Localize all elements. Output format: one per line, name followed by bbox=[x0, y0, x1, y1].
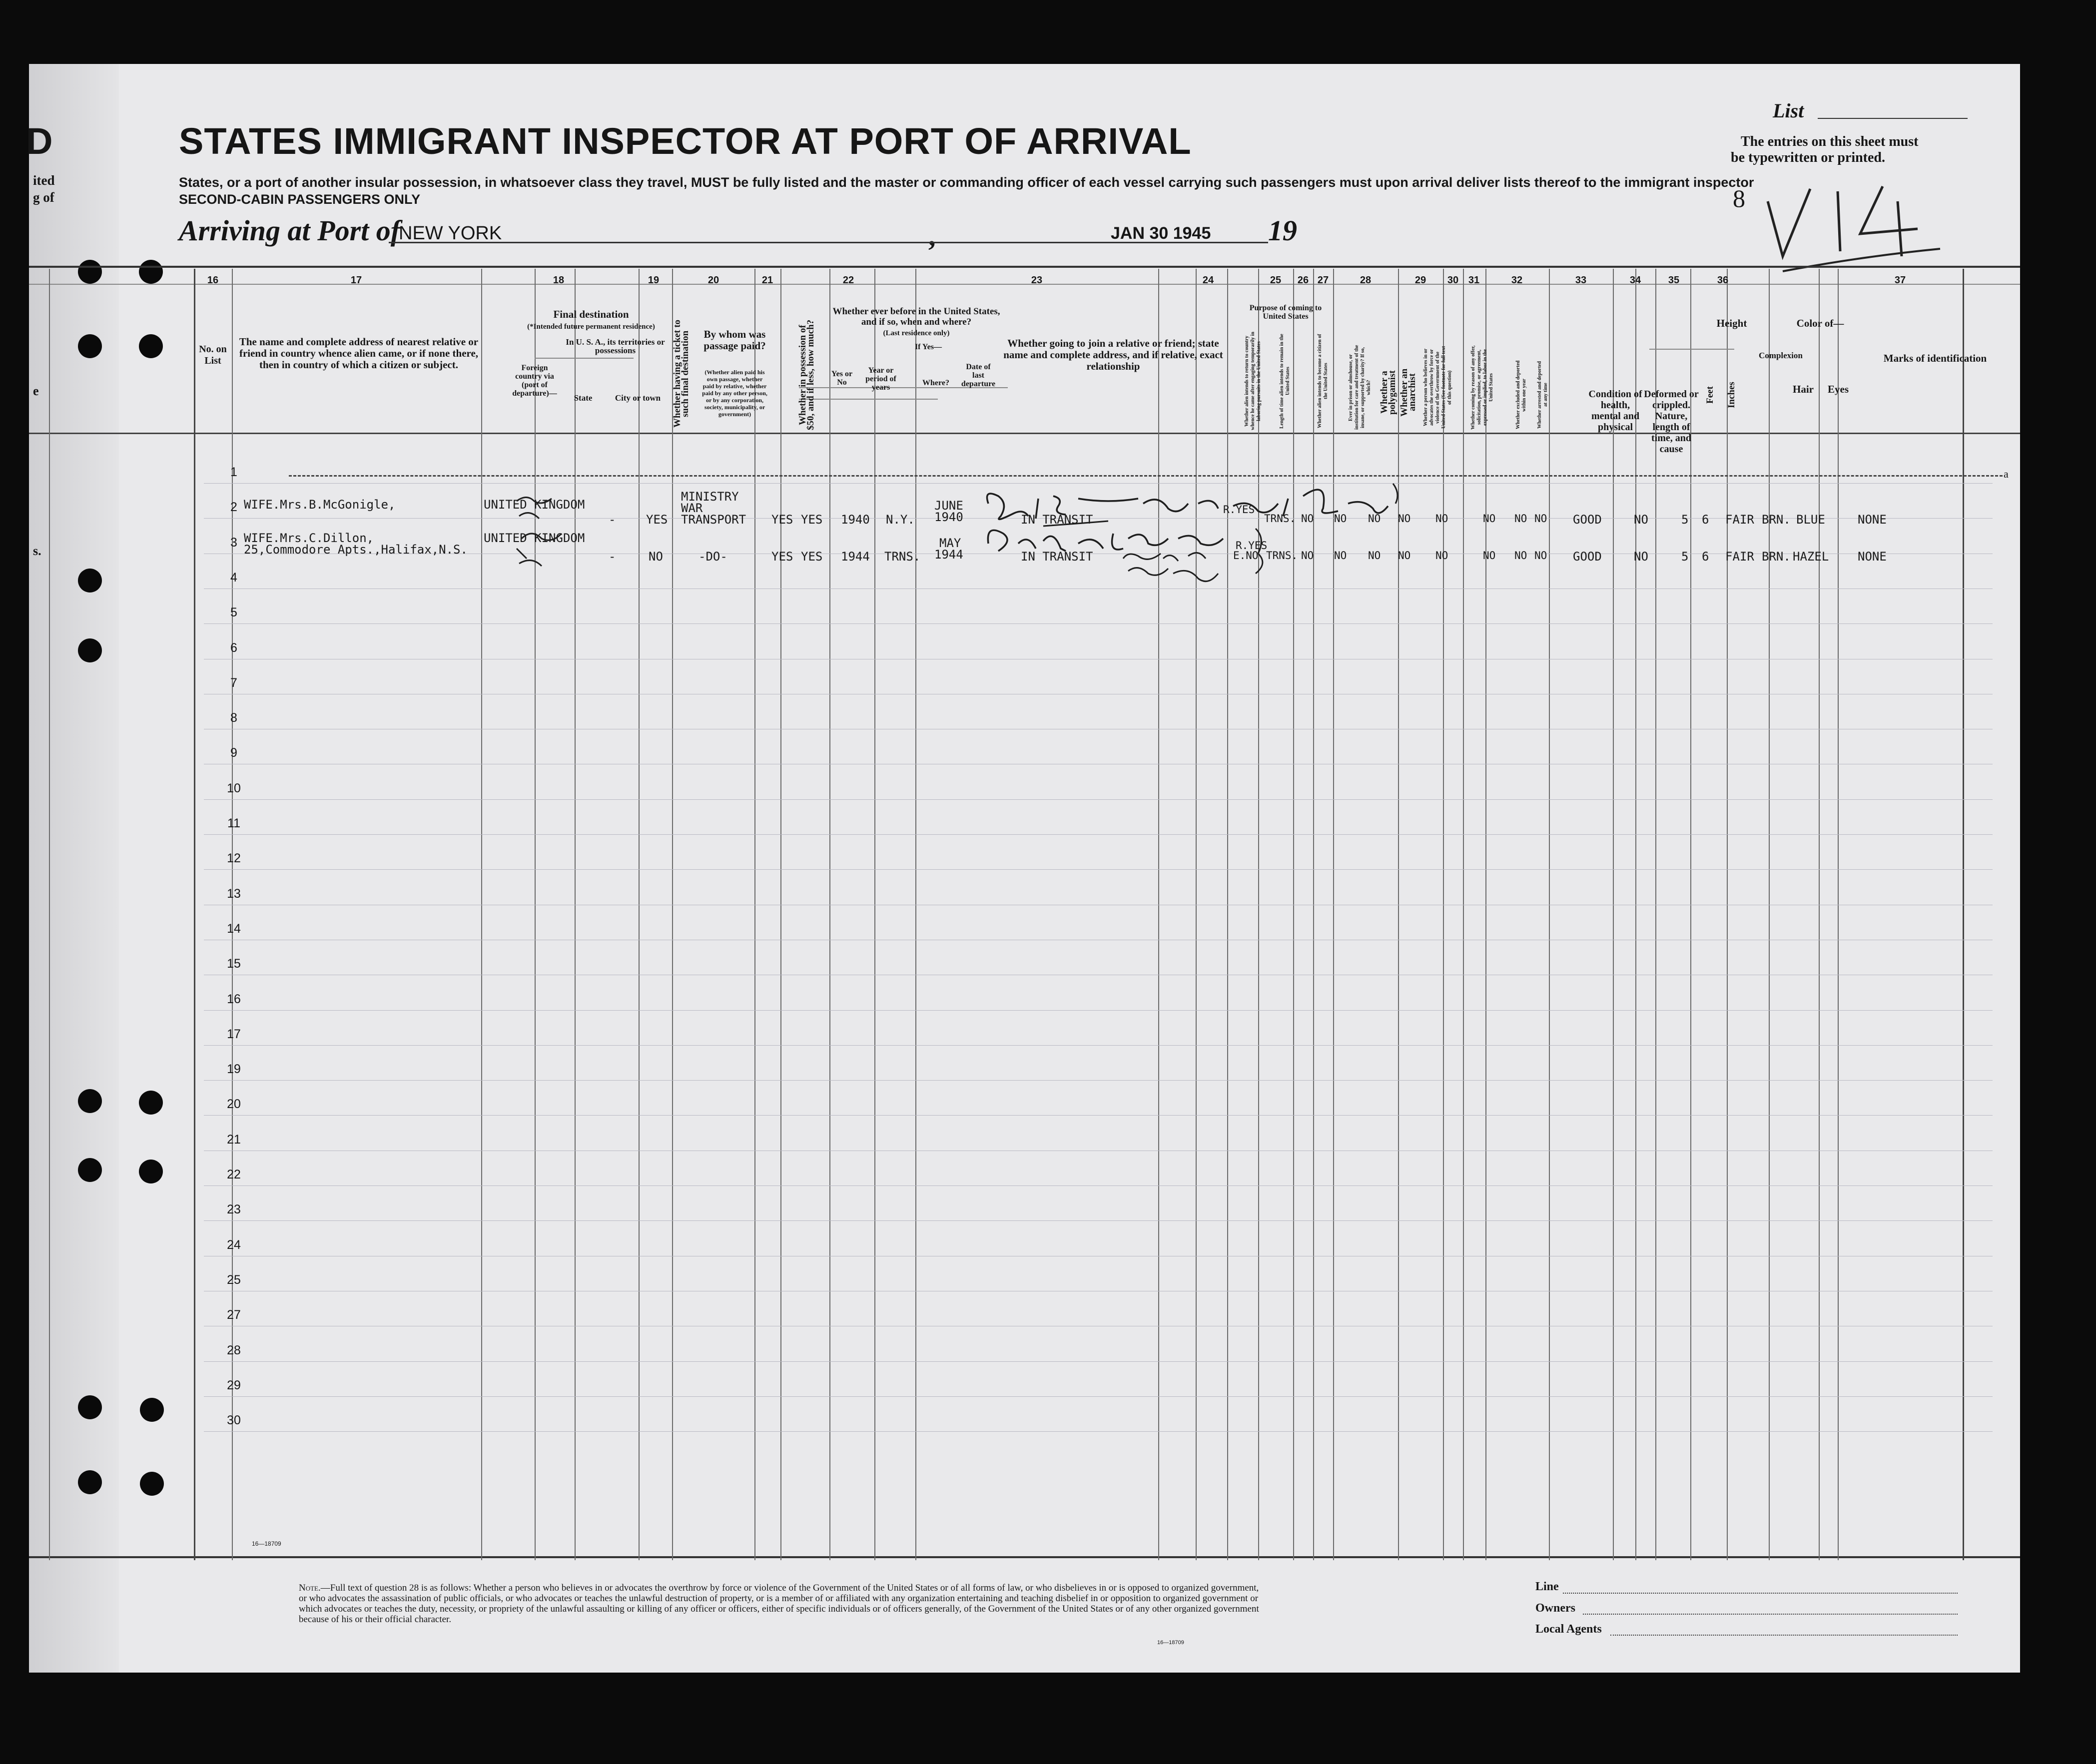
header-where: Where? bbox=[922, 379, 949, 387]
column-divider bbox=[1463, 269, 1464, 1560]
entry-2-relative: WIFE.Mrs.B.McGonigle, bbox=[244, 498, 396, 512]
header-purpose: Purpose of coming to United States bbox=[1249, 304, 1322, 321]
row-number: 22 bbox=[227, 1168, 241, 1181]
header-deformed: Deformed or crippled. Nature, length of time, and cause bbox=[1644, 389, 1699, 455]
column-number: 20 bbox=[707, 275, 719, 286]
row-1-marker: a bbox=[2004, 468, 2009, 480]
footnote-code: 16—18709 bbox=[1157, 1640, 1184, 1646]
row-rule bbox=[204, 799, 1993, 800]
header-yes-no: Yes or No bbox=[831, 370, 853, 387]
entry-2-complexion: FAIR bbox=[1725, 513, 1754, 527]
column-divider bbox=[1963, 269, 1964, 1560]
row-number: 30 bbox=[227, 1413, 241, 1428]
entry-3-overthrow: NO bbox=[1435, 550, 1448, 562]
entry-2-deported: NO bbox=[1534, 513, 1547, 525]
handwritten-annotation bbox=[978, 469, 1458, 653]
header-state: State bbox=[574, 393, 593, 403]
column-number: 19 bbox=[648, 275, 660, 286]
row-rule bbox=[204, 1431, 1993, 1432]
row-number: 4 bbox=[230, 570, 237, 585]
entry-2-deformed: NO bbox=[1634, 513, 1648, 527]
passenger-class-text: SECOND-CABIN PASSENGERS ONLY bbox=[179, 192, 421, 207]
sheet-number: 8 bbox=[1733, 184, 1745, 212]
entry-2-eyes: BLUE bbox=[1796, 513, 1825, 527]
page-title: STATES IMMIGRANT INSPECTOR AT PORT OF ARRIVAL bbox=[179, 120, 1192, 162]
date-underline bbox=[928, 242, 1268, 243]
instructions-text: States, or a port of another insular possession, in whatsoever class they travel, MUST be fully listed and the master or commanding officer of each vessel carrying such passengers must upon arrival deliver lists thereof to the immigrant inspector bbox=[179, 175, 1754, 190]
entry-3-before-in-us: YES bbox=[801, 550, 823, 564]
header-bottom-border bbox=[29, 433, 2020, 434]
entry-3-has-50: YES bbox=[771, 550, 793, 564]
punch-hole bbox=[140, 1398, 164, 1422]
entry-2-inches: 6 bbox=[1702, 513, 1709, 527]
entry-2-departure-year: 1940 bbox=[934, 510, 963, 524]
row-number: 27 bbox=[227, 1308, 241, 1322]
row-number: 28 bbox=[227, 1343, 241, 1357]
column-divider bbox=[915, 269, 916, 1560]
entry-3-purpose-citizen: NO bbox=[1301, 550, 1314, 562]
entry-2-passage-2: WAR bbox=[681, 501, 703, 515]
entry-2-departure-month: JUNE bbox=[934, 499, 963, 513]
header-inches: Inches bbox=[1726, 382, 1737, 408]
list-underline bbox=[1818, 118, 1968, 119]
header-departure-date: Date of last departure bbox=[961, 363, 996, 388]
header-usa: In U. S. A., its territories or possessions bbox=[566, 337, 665, 355]
row-number: 14 bbox=[227, 921, 241, 936]
entry-2-purpose-length: TRNS. bbox=[1264, 513, 1296, 525]
table-bottom-border bbox=[29, 1556, 2020, 1558]
column-number: 27 bbox=[1317, 275, 1329, 286]
row-number: 5 bbox=[230, 605, 237, 620]
row-number: 25 bbox=[227, 1272, 241, 1287]
header-year: Year or period of years bbox=[865, 366, 896, 392]
row-number: 21 bbox=[227, 1132, 241, 1147]
column-number: 36 bbox=[1717, 275, 1729, 286]
row-number: 11 bbox=[227, 816, 240, 830]
row-number: 12 bbox=[227, 851, 241, 866]
column-divider bbox=[1613, 269, 1614, 1560]
entry-2-where: N.Y. bbox=[886, 513, 915, 527]
punch-hole bbox=[139, 1091, 163, 1115]
column-number: 24 bbox=[1202, 275, 1214, 286]
subheader-divider bbox=[535, 358, 634, 359]
entry-2-feet: 5 bbox=[1681, 513, 1689, 527]
row-number: 13 bbox=[227, 886, 241, 901]
header-ticket: Whether having a ticket to such final destination bbox=[672, 319, 691, 428]
column-number: 30 bbox=[1447, 275, 1459, 286]
header-marks: Marks of identification bbox=[1883, 352, 1987, 364]
column-divider bbox=[1196, 269, 1197, 1560]
header-fifty-dollars: Whether in possession of $50, and if less, how much? bbox=[797, 319, 816, 431]
entry-3-prison: NO bbox=[1334, 550, 1347, 562]
row-rule bbox=[204, 1045, 1993, 1046]
header-passage-paid-note: (Whether alien paid his own passage, whether paid by relative, whether paid by any other person, or by any corporation, society, municipality, or government) bbox=[702, 369, 767, 418]
column-number: 22 bbox=[842, 275, 854, 286]
header-overthrow: Whether a person who believes in or advocates the overthrow by force or violence of the Government of the United States (See footnote for full text of this question) bbox=[1423, 346, 1452, 429]
column-divider bbox=[232, 269, 233, 1560]
row-rule bbox=[204, 1010, 1993, 1011]
header-relative-address: The name and complete address of nearest relative or friend in country whence alien came, or if none there, then in country of which a citizen or subject. bbox=[239, 336, 479, 371]
entry-3-joining: IN TRANSIT bbox=[1021, 550, 1093, 564]
row-number: 3 bbox=[230, 535, 237, 550]
row-rule bbox=[204, 1220, 1993, 1221]
column-number: 25 bbox=[1270, 275, 1282, 286]
column-number: 16 bbox=[207, 275, 219, 286]
column-number: 32 bbox=[1511, 275, 1523, 286]
punch-hole bbox=[78, 638, 102, 662]
header-before-in-us-note: (Last residence only) bbox=[883, 329, 950, 337]
header-polygamist: Whether a polygamist bbox=[1379, 370, 1397, 415]
row-number: 29 bbox=[227, 1378, 241, 1392]
agents-field[interactable] bbox=[1610, 1635, 1958, 1636]
entry-3-year: 1944 bbox=[841, 550, 870, 564]
header-prison: Ever in prison or almshouse, or institution for care and treatment of the insane, or supported by charity? If so, which? bbox=[1348, 345, 1372, 430]
header-deported: Whether arrested and deported at any time bbox=[1537, 361, 1548, 429]
column-number: 18 bbox=[553, 275, 565, 286]
entry-3-excluded: NO bbox=[1514, 550, 1527, 562]
column-divider bbox=[1293, 269, 1294, 1560]
header-city: City or town bbox=[615, 393, 661, 403]
entries-note: The entries on this sheet must bbox=[1741, 134, 1919, 149]
entry-3-relative: WIFE.Mrs.C.Dillon, bbox=[244, 531, 374, 545]
column-number: 35 bbox=[1668, 275, 1680, 286]
entry-3-anarchist: NO bbox=[1398, 550, 1411, 562]
column-number: 37 bbox=[1894, 275, 1906, 286]
row-number: 1 bbox=[230, 465, 237, 479]
entry-3-relative-address: 25,Commodore Apts.,Halifax,N.S. bbox=[244, 543, 468, 557]
entries-note: be typewritten or printed. bbox=[1731, 150, 1885, 165]
entry-3-inches: 6 bbox=[1702, 550, 1709, 564]
header-before-in-us: Whether ever before in the United States, and if so, when and where? bbox=[832, 306, 1000, 327]
line-field[interactable] bbox=[1563, 1593, 1958, 1594]
column-number: 33 bbox=[1575, 275, 1587, 286]
row-number: 19 bbox=[227, 1062, 241, 1077]
entry-3-polygamist: NO bbox=[1368, 550, 1381, 562]
column-number: 28 bbox=[1360, 275, 1372, 286]
sheet-binding-edge bbox=[29, 64, 119, 1673]
column-divider bbox=[535, 269, 536, 1560]
row-number: 9 bbox=[230, 746, 237, 760]
entry-3-purpose-length: E.NO bbox=[1233, 550, 1259, 562]
punch-hole bbox=[139, 1160, 163, 1183]
entry-3-foreign-country: UNITED KINGDOM bbox=[484, 531, 585, 545]
column-divider bbox=[1398, 269, 1399, 1560]
form-code: 16—18709 bbox=[252, 1540, 281, 1547]
entry-2-health: GOOD bbox=[1573, 513, 1602, 527]
header-labor-offer: Whether coming by reason of any offer, solicitation, promise, or agreement, expressed or implied, to labor in the United States bbox=[1470, 345, 1494, 430]
column-number: 23 bbox=[1031, 275, 1043, 286]
entry-3-hair: BRN. bbox=[1762, 550, 1791, 564]
entry-3-feet: 5 bbox=[1681, 550, 1689, 564]
agents-label: Local Agents bbox=[1535, 1623, 1602, 1636]
left-fragment-text: ited bbox=[33, 173, 55, 188]
row-number: 2 bbox=[230, 500, 237, 515]
column-number: 21 bbox=[761, 275, 773, 286]
row-number: 23 bbox=[227, 1202, 241, 1217]
footnote-text: —Full text of question 28 is as follows: Whether a person who believes in or advocates the overthrow by force or violence of the Government of the United States or of all forms of law, or who disbelieves in or is opposed to organized government, or who advocates the assassination of public officials, or who advocates or teaches the unlawful destruction of property, or is a member of or affiliated with any organization entertaining and teaching disbelief in or opposition to organized government or which advocates or teaches the duty, necessity, or propriety of the unlawful assaulting or killing of any officer or officers, either of specific individuals or of officers generally, of the Government of the United States or of any other organized government because of his or their official character. bbox=[299, 1583, 1259, 1625]
header-hair: Hair bbox=[1793, 383, 1814, 395]
header-purpose-citizen: Whether alien intends to become a citizen of the United States bbox=[1317, 334, 1329, 429]
punch-hole bbox=[78, 260, 102, 284]
manifest-sheet bbox=[26, 64, 2020, 1673]
column-divider bbox=[1158, 269, 1159, 1560]
punch-hole bbox=[78, 1470, 102, 1494]
entry-3-passage: -DO- bbox=[699, 550, 727, 564]
entry-2-state: - bbox=[609, 513, 616, 527]
row-rule bbox=[204, 1080, 1993, 1081]
row-number: 15 bbox=[227, 957, 241, 971]
subheader-divider bbox=[1649, 349, 1734, 350]
entry-2-ticket: YES bbox=[646, 513, 668, 527]
column-divider bbox=[1443, 269, 1444, 1560]
entry-2-polygamist: NO bbox=[1368, 513, 1381, 525]
entry-3-eyes: HAZEL bbox=[1793, 550, 1829, 564]
entry-2-marks: NONE bbox=[1858, 513, 1887, 527]
entry-2-prison: NO bbox=[1334, 513, 1347, 525]
entry-3-marks: NONE bbox=[1858, 550, 1887, 564]
entry-3-labor-offer: NO bbox=[1483, 550, 1496, 562]
header-feet: Feet bbox=[1705, 386, 1715, 404]
owners-field[interactable] bbox=[1583, 1614, 1958, 1615]
column-number: 34 bbox=[1629, 275, 1641, 286]
table-top-border bbox=[29, 266, 2020, 268]
handwritten-list-number bbox=[1763, 181, 1943, 276]
entry-2-has-50: YES bbox=[771, 513, 793, 527]
punch-hole bbox=[139, 260, 163, 284]
row-rule bbox=[204, 1361, 1993, 1362]
entry-3-health: GOOD bbox=[1573, 550, 1602, 564]
row-number: 6 bbox=[230, 640, 237, 655]
handwritten-ditto-marks bbox=[512, 489, 577, 584]
column-divider bbox=[1313, 269, 1314, 1560]
footnote-question-28 bbox=[299, 1583, 1263, 1625]
footnote-label: Note. bbox=[299, 1583, 321, 1593]
punch-hole bbox=[78, 569, 102, 592]
entry-2-excluded: NO bbox=[1514, 513, 1527, 525]
row-rule bbox=[204, 834, 1993, 835]
column-divider bbox=[49, 269, 50, 1560]
row-rule bbox=[204, 1396, 1993, 1397]
column-divider bbox=[829, 269, 830, 1560]
row-rule bbox=[204, 1185, 1993, 1186]
entry-2-overthrow: NO bbox=[1435, 513, 1448, 525]
row-number: 7 bbox=[230, 675, 237, 690]
header-if-yes: If Yes— bbox=[914, 343, 942, 351]
row-rule bbox=[204, 1115, 1993, 1116]
entry-2-passage-1: MINISTRY bbox=[681, 490, 739, 504]
entry-2-passage-3: TRANSPORT bbox=[681, 513, 746, 527]
header-passage-paid: By whom was passage paid? bbox=[703, 328, 766, 352]
column-divider bbox=[1258, 269, 1259, 1560]
column-divider bbox=[780, 269, 781, 1560]
row-rule bbox=[204, 869, 1993, 870]
header-final-destination-note: (*Intended future permanent residence) bbox=[527, 323, 655, 331]
punch-hole bbox=[139, 334, 163, 358]
column-divider bbox=[1838, 269, 1839, 1560]
entry-2-before-in-us: YES bbox=[801, 513, 823, 527]
column-divider bbox=[575, 269, 576, 1560]
entry-2-year: 1940 bbox=[841, 513, 870, 527]
left-fragment-text: e bbox=[33, 384, 39, 398]
row-number: 20 bbox=[227, 1097, 241, 1112]
header-complexion: Complexion bbox=[1759, 351, 1803, 360]
column-divider bbox=[1819, 269, 1820, 1560]
entry-3-ticket: NO bbox=[649, 550, 663, 564]
header-anarchist: Whether an anarchist bbox=[1399, 368, 1417, 417]
entry-3-complexion: FAIR bbox=[1725, 550, 1754, 564]
header-purpose-return: Whether alien intends to return to country whence he came after engaging temporarily in laboring pursuits in the United States bbox=[1244, 332, 1262, 431]
subheader-divider bbox=[799, 399, 938, 400]
column-divider bbox=[672, 269, 673, 1560]
entry-3-deformed: NO bbox=[1634, 550, 1648, 564]
entry-3-purpose-transit: TRNS. bbox=[1266, 550, 1298, 562]
row-number: 10 bbox=[227, 781, 241, 795]
column-divider bbox=[1333, 269, 1334, 1560]
entry-2-anarchist: NO bbox=[1398, 513, 1411, 525]
column-number: 31 bbox=[1468, 275, 1480, 286]
column-divider bbox=[194, 269, 195, 1560]
header-eyes: Eyes bbox=[1828, 383, 1849, 395]
list-label: List bbox=[1773, 99, 1804, 122]
column-divider bbox=[1655, 269, 1656, 1560]
separator-comma: , bbox=[928, 219, 936, 252]
entry-2-joining: IN TRANSIT bbox=[1021, 513, 1093, 527]
row-number: 24 bbox=[227, 1237, 241, 1252]
column-divider bbox=[874, 269, 875, 1560]
punch-hole bbox=[78, 1395, 102, 1419]
entry-3-where: TRNS. bbox=[884, 550, 921, 564]
column-divider bbox=[639, 269, 640, 1560]
entry-2-labor-offer: NO bbox=[1483, 513, 1496, 525]
punch-hole bbox=[78, 334, 102, 358]
column-divider bbox=[1549, 269, 1550, 1560]
line-label: Line bbox=[1535, 1580, 1559, 1593]
column-number: 26 bbox=[1297, 275, 1309, 286]
header-health: Condition of health, mental and physical bbox=[1588, 389, 1642, 433]
column-divider bbox=[1769, 269, 1770, 1560]
header-excluded: Whether excluded and deported within one year bbox=[1515, 360, 1527, 430]
row-number: 16 bbox=[227, 992, 241, 1006]
entry-3-purpose-return: R.YES bbox=[1236, 540, 1268, 552]
column-divider bbox=[754, 269, 755, 1560]
punch-hole bbox=[78, 1089, 102, 1113]
header-list-number: No. on List bbox=[199, 344, 227, 366]
column-divider bbox=[481, 269, 482, 1560]
arrival-date-stamp: JAN 30 1945 bbox=[1111, 224, 1211, 243]
column-divider bbox=[1485, 269, 1486, 1560]
row-number: 17 bbox=[227, 1027, 241, 1041]
column-number: 17 bbox=[350, 275, 362, 286]
port-value: NEW YORK bbox=[399, 223, 502, 244]
header-height: Height bbox=[1716, 317, 1747, 329]
entry-3-departure-month: MAY bbox=[939, 536, 961, 550]
entry-2-purpose-return: R.YES bbox=[1223, 504, 1255, 516]
header-color: Color of— bbox=[1796, 317, 1844, 329]
entry-3-deported: NO bbox=[1534, 550, 1547, 562]
column-divider bbox=[1227, 269, 1228, 1560]
entry-3-state: - bbox=[609, 550, 616, 564]
arriving-label: Arriving at Port of bbox=[179, 214, 401, 247]
entry-2-purpose-citizen: NO bbox=[1301, 513, 1314, 525]
entry-2-foreign-country: UNITED KINGDOM bbox=[484, 498, 585, 512]
punch-hole bbox=[140, 1472, 164, 1496]
entry-2-hair: BRN. bbox=[1762, 513, 1791, 527]
column-divider bbox=[1727, 269, 1728, 1560]
row-number: 8 bbox=[230, 711, 237, 725]
left-fragment-text: g of bbox=[33, 190, 54, 205]
owners-label: Owners bbox=[1535, 1602, 1575, 1615]
punch-hole bbox=[78, 1158, 102, 1182]
column-divider bbox=[1690, 269, 1691, 1560]
left-fragment-text: s. bbox=[33, 544, 41, 558]
header-foreign-country: Foreign country via (port of departure)— bbox=[512, 364, 557, 398]
left-fragment-letter: D bbox=[26, 120, 53, 162]
header-final-destination: Final destination bbox=[553, 308, 629, 320]
header-joining: Whether going to join a relative or friend; state name and complete address, and if relative, exact relationship bbox=[1003, 337, 1223, 372]
year-label: 19 bbox=[1268, 214, 1297, 247]
entry-3-departure-year: 1944 bbox=[934, 548, 963, 562]
column-number: 29 bbox=[1414, 275, 1426, 286]
header-purpose-length: Length of time alien intends to remain in the United States bbox=[1279, 334, 1291, 429]
column-divider bbox=[1635, 269, 1636, 1560]
